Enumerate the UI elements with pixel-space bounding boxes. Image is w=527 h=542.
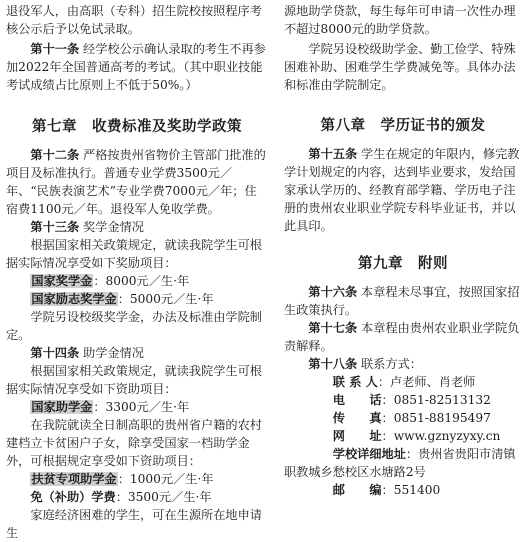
contact-website: [284, 427, 522, 445]
contact-postcode-label: 邮 编: [332, 483, 382, 497]
contact-person-label: 联 系 人: [332, 375, 378, 389]
grant-tuition-waiver-name: 免（补助）学费: [30, 490, 116, 504]
article-14-text: 助学金情况: [83, 346, 144, 360]
right-column: [284, 0, 522, 499]
article-16: [284, 283, 522, 319]
article-12-label: 第十二条: [30, 148, 80, 162]
article-12-text: 严格按贵州省物价主管部门批准的项目及标准执行。普通专业学费3500元／年、“民族表演艺术”专业学费7000元／年；住宿费1100元／年。退役军人免收学费。: [6, 148, 266, 216]
article-12: [6, 146, 268, 218]
article-17-text: 本章程由贵州农业职业学院负责解释。: [284, 321, 520, 353]
contact-person: [284, 373, 522, 391]
grant-national-amount: ：3300元／生·年: [93, 400, 190, 414]
scholarship-inspirational: [6, 290, 268, 308]
contact-website-value: ：www.gznyzyxy.cn: [381, 429, 501, 443]
scholarship-school-note: 学院另设校级奖学金，办法及标准由学院制定。: [6, 310, 262, 342]
article-17-label: 第十七条: [308, 321, 358, 335]
contact-address-label: 学校详细地址: [332, 447, 406, 461]
chapter-7-title: 第七章 收费标准及奖助学政策: [32, 119, 242, 135]
article-11-text: 经学校公示确认录取的考生不再参加2022年全国普通高考的考试。（其中职业技能考试成绩占比原则上不低于50%。）: [6, 42, 266, 92]
article-15-text: 学生在规定的年限内，修完教学计划规定的内容，达到毕业要求，发给国家承认学历的、经教育部学籍、学历电子注册的贵州农业职业学院专科毕业证书，并以此具印。: [284, 147, 520, 233]
school-aid-note: 学院另设校级助学金、勤工俭学、特殊困难补助、困难学生学费减免等。具体办法和标准由学院制定。: [284, 42, 516, 92]
article-13: [6, 218, 268, 236]
grant-tuition-waiver-amount: ：3500元／生·年: [115, 490, 212, 504]
article-16-text: 本章程未尽事宜，按照国家招生政策执行。: [284, 285, 520, 317]
article-11-label: 第十一条: [30, 42, 80, 56]
grant-poverty-note: 在我院就读全日制高职的贵州省户籍的农村建档立卡贫困户子女，除享受国家一档助学金外，可根据规定享受如下资助项目：: [6, 418, 262, 468]
contact-fax-label: 传 真: [332, 411, 382, 425]
scholarship-inspirational-amount: ：5000元／生·年: [117, 292, 214, 306]
contact-website-label: 网 址: [332, 429, 382, 443]
article-18: [284, 355, 522, 373]
contact-fax: [284, 409, 522, 427]
grant-poverty-special: [6, 470, 268, 488]
article-14-label: 第十四条: [30, 346, 80, 360]
contact-postcode-value: ：551400: [381, 483, 441, 497]
article-15: [284, 145, 522, 235]
scholarship-national: [6, 272, 268, 290]
article-17: [284, 319, 522, 355]
article-15-label: 第十五条: [308, 147, 358, 161]
article-14: [6, 344, 268, 362]
contact-phone-value: ：0851-82513132: [381, 393, 491, 407]
grant-poverty-special-name: 扶贫专项助学金: [31, 472, 117, 486]
contact-person-value: ：卢老师、肖老师: [377, 375, 476, 389]
left-column: [6, 0, 268, 542]
chapter-8-title: 第八章 学历证书的颁发: [320, 118, 486, 134]
article-18-text: 联系方式：: [361, 357, 422, 371]
grant-national: [6, 398, 268, 416]
grant-tuition-waiver: [6, 488, 268, 506]
scholarship-inspirational-name: 国家励志奖学金: [31, 292, 117, 306]
grant-poverty-special-amount: ：1000元／生·年: [117, 472, 214, 486]
chapter-9-title: 第九章 附则: [358, 256, 448, 272]
article-13-label: 第十三条: [30, 220, 80, 234]
contact-phone-label: 电 话: [332, 393, 382, 407]
continued-paragraph: 退役军人，由高职（专科）招生院校按照程序考核公示后予以免试录取。: [6, 4, 262, 36]
contact-address-value: ：贵州省贵阳市清镇职教城乡愁校区水塘路2号: [284, 447, 516, 479]
contact-address: [284, 445, 522, 481]
grant-national-name: 国家助学金: [31, 400, 93, 414]
article-13-text: 奖学金情况: [83, 220, 144, 234]
contact-postcode: [284, 481, 522, 499]
scholarship-national-name: 国家奖学金: [31, 274, 93, 288]
loan-note-start: 家庭经济困难的学生，可在生源所在地申请生: [6, 508, 262, 540]
contact-phone: [284, 391, 522, 409]
article-14-intro: 根据国家相关政策规定，就读我院学生可根据实际情况享受如下资助项目：: [6, 364, 262, 396]
loan-note-continued: 源地助学贷款，每生每年可申请一次性办理不超过8000元的助学贷款。: [284, 4, 516, 36]
article-13-intro: 根据国家相关政策规定，就读我院学生可根据实际情况享受如下奖励项目：: [6, 238, 262, 270]
article-16-label: 第十六条: [308, 285, 358, 299]
article-11: [6, 40, 268, 94]
contact-fax-value: ：0851-88195497: [381, 411, 491, 425]
article-18-label: 第十八条: [308, 357, 358, 371]
scholarship-national-amount: ：8000元／生·年: [93, 274, 190, 288]
